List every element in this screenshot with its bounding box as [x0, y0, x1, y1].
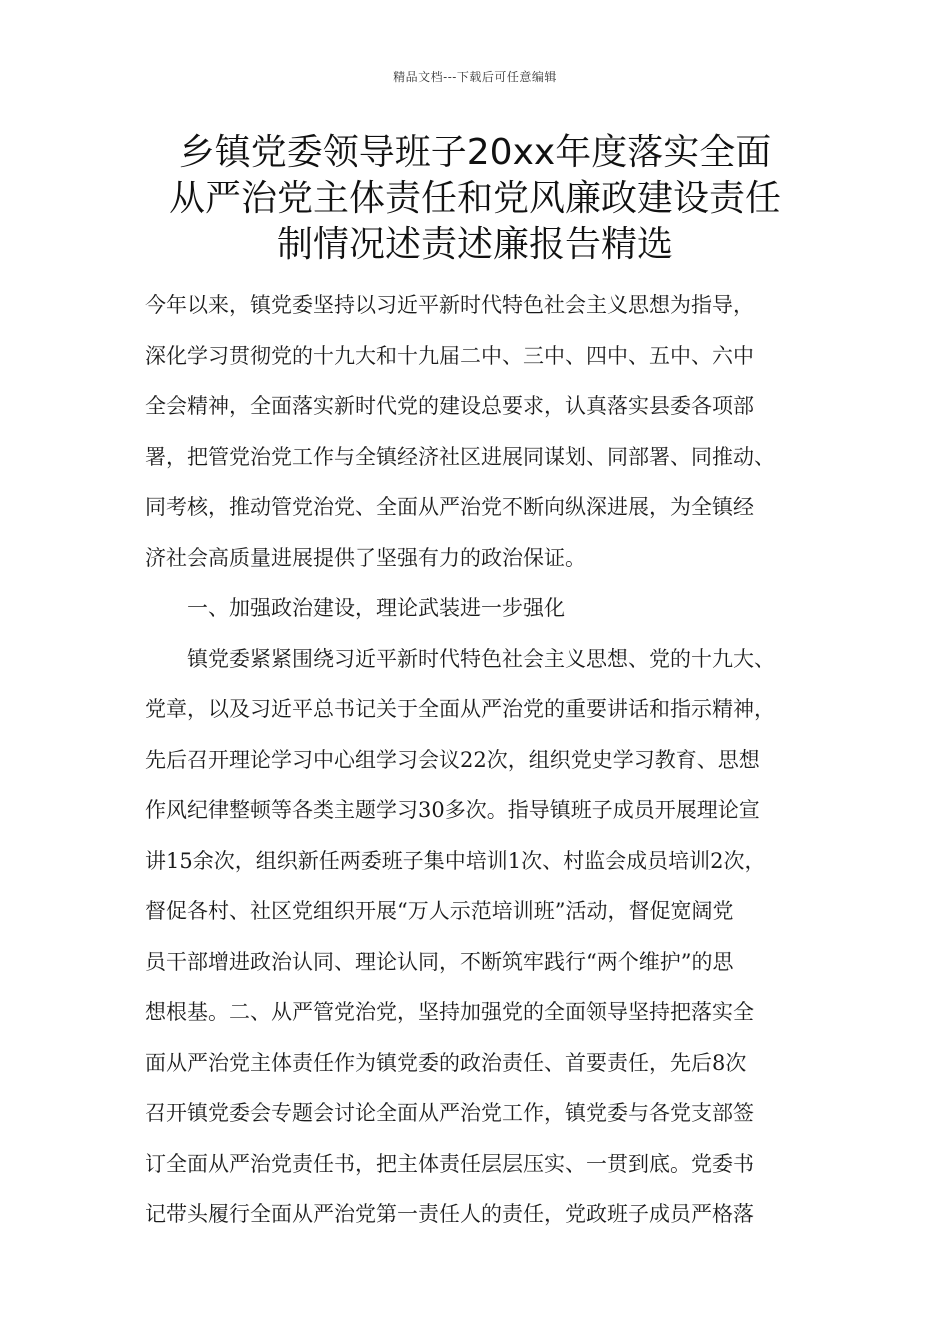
body-line: 今年以来，镇党委坚持以习近平新时代特色社会主义思想为指导， — [145, 293, 754, 317]
section-heading: 一、加强政治建设，理论武装进一步强化 — [187, 596, 565, 620]
body-line: 署，把管党治党工作与全镇经济社区进展同谋划、同部署、同推动、 — [145, 444, 775, 469]
body-line: 作风纪律整顿等各类主题学习30多次。指导镇班子成员开展理论宣 — [145, 798, 760, 822]
body-line: 面从严治党主体责任作为镇党委的政治责任、首要责任，先后8次 — [145, 1050, 747, 1075]
title-line-3: 制情况述责述廉报告精选 — [276, 224, 673, 265]
body-line: 同考核，推动管党治党、全面从严治党不断向纵深进展，为全镇经 — [145, 495, 754, 519]
title-line-1: 乡镇党委领导班子20xx年度落实全面 — [178, 132, 772, 173]
body-line: 深化学习贯彻党的十九大和十九届二中、三中、四中、五中、六中 — [145, 343, 754, 368]
body-line: 督促各村、社区党组织开展“万人示范培训班”活动，督促宽阔党 — [145, 899, 734, 923]
body-line: 记带头履行全面从严治党第一责任人的责任，党政班子成员严格落 — [145, 1202, 754, 1226]
body-line: 党章，以及习近平总书记关于全面从严治党的重要讲话和指示精神， — [145, 697, 775, 721]
body-line: 镇党委紧紧围绕习近平新时代特色社会主义思想、党的十九大、 — [187, 646, 775, 671]
body-line: 济社会高质量进展提供了坚强有力的政治保证。 — [145, 545, 586, 570]
body-line: 想根基。二、从严管党治党，坚持加强党的全面领导坚持把落实全 — [145, 1000, 754, 1024]
body-line: 订全面从严治党责任书，把主体责任层层压实、一贯到底。党委书 — [145, 1151, 754, 1176]
document-title — [130, 130, 820, 268]
body-line: 召开镇党委会专题会讨论全面从严治党工作，镇党委与各党支部签 — [145, 1101, 754, 1125]
body-line: 讲15余次，组织新任两委班子集中培训1次、村监会成员培训2次， — [145, 848, 766, 873]
body-line: 员干部增进政治认同、理论认同，不断筑牢践行“两个维护”的思 — [145, 949, 734, 974]
title-line-2: 从严治党主体责任和党风廉政建设责任 — [168, 178, 781, 219]
document-body — [145, 280, 825, 1240]
body-line: 先后召开理论学习中心组学习会议22次，组织党史学习教育、思想 — [145, 747, 760, 772]
header-note: 精品文档---下载后可任意编辑 — [393, 70, 557, 84]
body-line: 全会精神，全面落实新时代党的建设总要求，认真落实县委各项部 — [145, 394, 754, 418]
